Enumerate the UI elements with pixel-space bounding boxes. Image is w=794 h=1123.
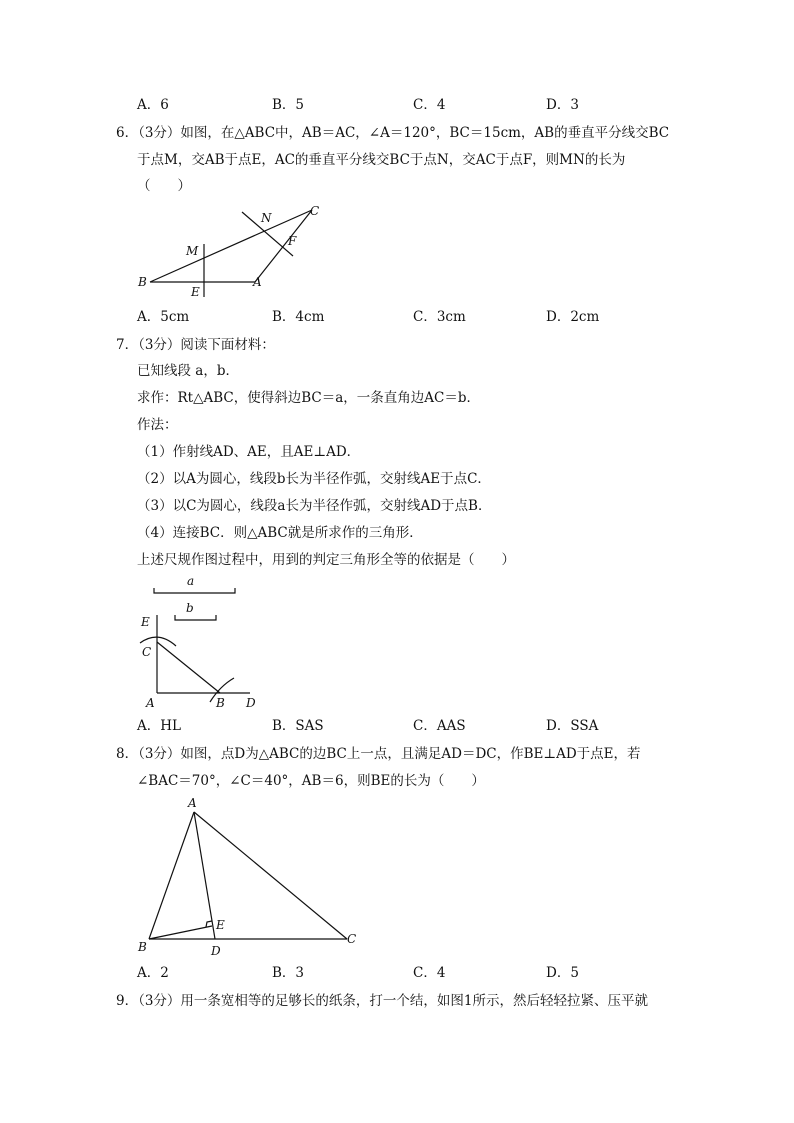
- q5-option-c: C．4: [413, 97, 446, 113]
- q8-segment-ab: [149, 812, 194, 939]
- q6-label-m: M: [186, 244, 199, 258]
- q8-stem-line-1: 8．（3分）如图，点D为△ABC的边BC上一点，且满足AD＝DC，作BE⊥AD于点E，若: [116, 746, 641, 762]
- q7-step-3: （3）以C为圆心，线段a长为半径作弧，交射线AD于点B．: [137, 498, 492, 514]
- q6-option-c: C．3cm: [413, 309, 466, 325]
- q6-figure: [130, 200, 330, 300]
- q7-step-2: （2）以A为圆心，线段b长为半径作弧，交射线AE于点C．: [137, 471, 491, 487]
- q5-options: [137, 96, 657, 114]
- q8-label-d: D: [211, 944, 221, 958]
- q7-segment-b: [175, 615, 216, 620]
- q6-option-b: B．4cm: [272, 309, 325, 325]
- q7-option-a: A．HL: [137, 718, 181, 734]
- q7-step-1: （1）作射线AD、AE，且AE⊥AD．: [137, 444, 361, 460]
- q6-label-f: F: [288, 234, 297, 248]
- q6-label-a: A: [253, 275, 262, 289]
- q7-option-d: D．SSA: [546, 718, 599, 734]
- q8-figure: [130, 795, 370, 965]
- q7-option-c: C．AAS: [413, 718, 466, 734]
- q7-segment-bc: [157, 642, 220, 693]
- q7-stem-line-2: 已知线段 a，b．: [137, 363, 239, 379]
- q7-label-c: C: [142, 645, 152, 659]
- q7-label-a-length: a: [187, 574, 195, 588]
- q8-label-c: C: [347, 932, 357, 946]
- q6-stem-line-2: 于点M，交AB于点E，AC的垂直平分线交BC于点N，交AC于点F，则MN的长为: [137, 152, 626, 168]
- q8-label-b: B: [138, 940, 147, 954]
- q6-stem-line-1: 6．（3分）如图，在△ABC中，AB＝AC，∠A＝120°，BC＝15cm，AB的垂直平分线交BC: [116, 125, 670, 141]
- q7-stem-line-1: 7．（3分）阅读下面材料：: [116, 337, 275, 353]
- q8-label-e: E: [216, 918, 225, 932]
- q8-label-a: A: [188, 796, 197, 810]
- q8-segment-be: [149, 926, 212, 939]
- q6-option-a: A．5cm: [137, 309, 190, 325]
- q6-label-c: C: [310, 204, 320, 218]
- q7-segment-a: [154, 588, 235, 593]
- q8-option-a: A．2: [137, 965, 169, 981]
- q7-stem-line-3: 求作：Rt△ABC，使得斜边BC＝a，一条直角边AC＝b．: [137, 390, 480, 406]
- q6-label-n: N: [261, 211, 272, 225]
- q7-label-a: A: [146, 696, 155, 710]
- q5-option-d: D．3: [546, 97, 579, 113]
- q7-label-d: D: [246, 696, 256, 710]
- q5-option-b: B．5: [272, 97, 305, 113]
- q6-label-e: E: [191, 285, 200, 299]
- q8-stem-line-2: ∠BAC＝70°，∠C＝40°，AB＝6，则BE的长为（ ）: [137, 773, 485, 789]
- q8-option-d: D．5: [546, 965, 579, 981]
- q7-options: [137, 717, 657, 735]
- q7-option-b: B．SAS: [272, 718, 324, 734]
- q6-option-d: D．2cm: [546, 309, 600, 325]
- q9-stem-line-1: 9．（3分）用一条宽相等的足够长的纸条，打一个结，如图1所示，然后轻轻拉紧、压平就: [116, 993, 649, 1009]
- q6-options: [137, 308, 657, 326]
- q7-figure: [130, 572, 270, 712]
- q8-options: [137, 964, 657, 982]
- q6-label-b: B: [138, 275, 147, 289]
- q6-stem-line-3: （ ）: [137, 178, 191, 194]
- q7-label-b: B: [216, 696, 225, 710]
- q5-option-a: A．6: [137, 97, 169, 113]
- q7-step-4: （4）连接BC．则△ABC就是所求作的三角形．: [137, 525, 423, 541]
- q7-question: 上述尺规作图过程中，用到的判定三角形全等的依据是（ ）: [137, 552, 515, 568]
- q7-label-b-length: b: [186, 601, 194, 615]
- q7-stem-line-4: 作法：: [137, 417, 178, 433]
- q8-option-c: C．4: [413, 965, 446, 981]
- q8-option-b: B．3: [272, 965, 305, 981]
- q7-label-e: E: [141, 615, 150, 629]
- q8-segment-ad: [194, 812, 215, 939]
